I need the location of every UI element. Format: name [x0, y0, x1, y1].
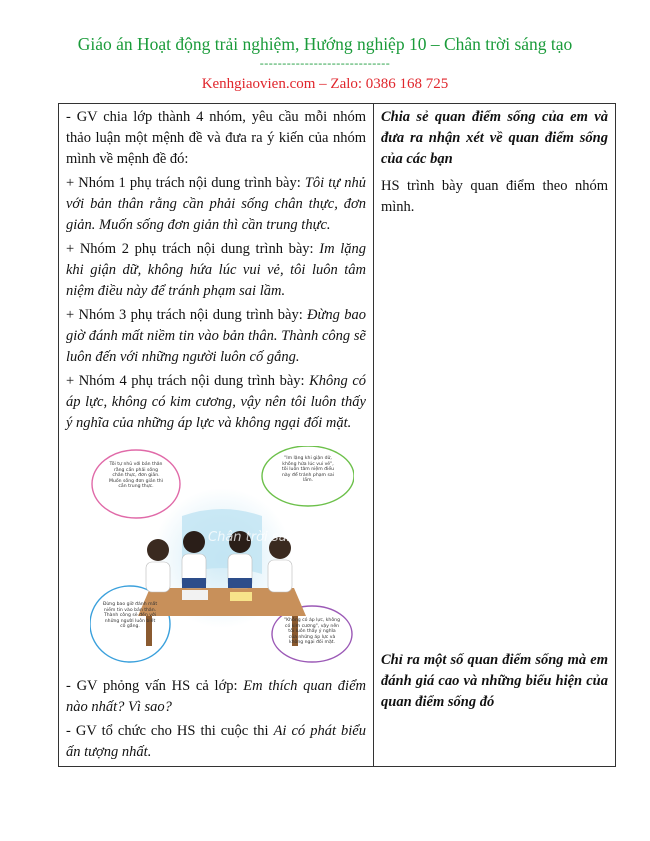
question-2-paragraph [66, 721, 366, 763]
right-heading-1: Chia sẻ quan điểm sống của em và đưa ra nhận xét về quan điểm sống của các bạn [381, 109, 608, 167]
right-text-1: HS trình bày quan điểm theo nhóm mình. [381, 178, 608, 215]
student-figure [146, 539, 170, 592]
group-4-quote: Không có áp lực, không có kim cương, vậy nên tôi luôn thấy ý nghĩa của những áp lực và không ngại đối mặt. [66, 373, 367, 431]
table-row [59, 104, 616, 767]
bubble-1-text: Tôi tự nhủ với bản thân rằng cần phải sống chân thực, đơn giản. Muốn sống đơn giản thì cần trung thực. [108, 462, 163, 490]
student-activity-cell [374, 104, 616, 767]
right-heading-2: Chỉ ra một số quan điểm sống mà em đánh giá cao và những biểu hiện của quan điểm sống đó [381, 652, 608, 710]
right-bottom-block [381, 650, 608, 713]
student-figure [268, 537, 292, 592]
group-2-lead: + Nhóm 2 phụ trách nội dung trình bày: [66, 241, 320, 257]
group-1-quote: Tôi tự nhủ với bản thân rằng cần phải sống chân thực, đơn giản. Muốn sống đơn giản thì cần trung thực. [66, 175, 366, 233]
intro-paragraph: - GV chia lớp thành 4 nhóm, yêu cầu mỗi nhóm thảo luận một mệnh đề và đưa ra ý kiến của nhóm mình về mệnh đề đó: [66, 109, 366, 167]
header-divider: ----------------------------- [259, 56, 391, 70]
group-2-paragraph [66, 239, 366, 302]
question-1-lead: - GV phỏng vấn HS cả lớp: [66, 678, 244, 694]
bubble-2-text: "Im lặng khi giận dữ, không hứa lúc vui vẻ", tôi luôn tâm niệm điều này để tránh phạm sai lầm. [281, 456, 335, 484]
group-3-paragraph [66, 305, 366, 368]
teacher-activity-cell [59, 104, 374, 767]
group-4-paragraph [66, 371, 366, 434]
group-2-quote: Im lặng khi giận dữ, không hứa lúc vui vẻ, tôi luôn tâm niệm điều này để tránh phạm sai lầm. [66, 241, 366, 299]
lesson-table [58, 103, 616, 767]
notebook [182, 590, 208, 600]
group-4-lead: + Nhóm 4 phụ trách nội dung trình bày: [66, 373, 310, 389]
group-3-lead: + Nhóm 3 phụ trách nội dung trình bày: [66, 307, 308, 323]
group-1-paragraph [66, 173, 366, 236]
publisher-watermark: Chân trời sáng tạo [208, 530, 329, 545]
group-1-lead: + Nhóm 1 phụ trách nội dung trình bày: [66, 175, 305, 191]
group-discussion-illustration [90, 446, 354, 664]
question-1-paragraph [66, 676, 366, 718]
notebook [230, 592, 252, 601]
question-1-quote: Em thích quan điểm nào nhất? Vì sao? [66, 678, 366, 715]
right-column [381, 107, 608, 719]
group-3-quote: Đừng bao giờ đánh mất niềm tin vào bản thân. Thành công sẽ luôn đến với những người luôn cố gắng. [66, 307, 366, 365]
bubble-4-text: "Không có áp lực, không có kim cương", vậy nên tôi luôn thấy ý nghĩa của những áp lực và không ngại đối mặt. [284, 618, 340, 646]
document-header-title: Giáo án Hoạt động trải nghiệm, Hướng nghiệp 10 – Chân trời sáng tạo [77, 34, 573, 54]
student-figure [182, 531, 206, 588]
question-2-quote: Ai có phát biểu ấn tượng nhất. [66, 723, 366, 760]
question-2-lead: - GV tổ chức cho HS thi cuộc thi [66, 723, 274, 739]
bubble-3-text: Đừng bao giờ đánh mất niềm tin vào bản thân. Thành công sẽ đến với những người luôn biết cố gắng. [102, 602, 158, 630]
header-site-contact: Kenhgiaovien.com – Zalo: 0386 168 725 [201, 76, 449, 92]
